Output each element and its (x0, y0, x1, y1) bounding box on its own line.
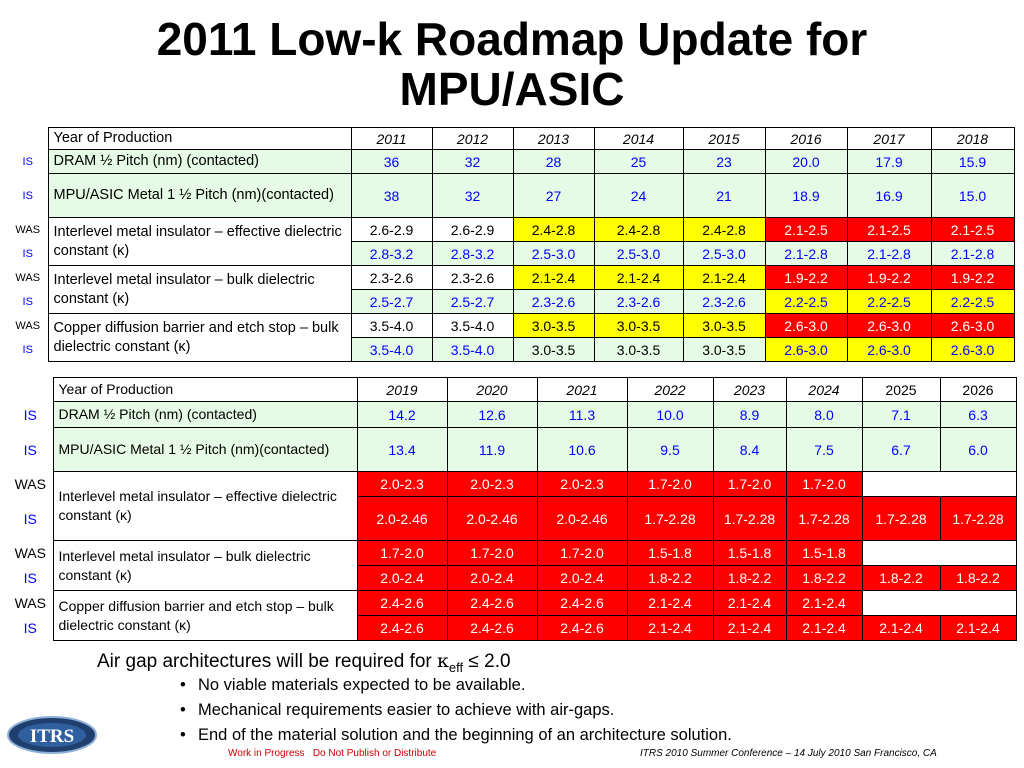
footer-conference: ITRS 2010 Summer Conference – 14 July 2010 San Francisco, CA (640, 748, 937, 759)
value-cell: 2.2-2.5 (847, 290, 931, 314)
is-tag: IS (8, 497, 53, 541)
value-cell: 1.8-2.2 (713, 566, 786, 591)
year-cell: 2025 (862, 378, 940, 402)
year-cell: 2026 (940, 378, 1016, 402)
value-cell: 2.1-2.4 (513, 266, 594, 290)
value-cell: 11.3 (537, 402, 627, 428)
value-cell: 3.5-4.0 (351, 338, 432, 362)
value-cell: 2.1-2.5 (847, 218, 931, 242)
value-cell: 1.5-1.8 (786, 541, 862, 566)
page-title (0, 14, 1024, 114)
value-cell: 2.3-2.6 (513, 290, 594, 314)
value-cell: 2.4-2.8 (513, 218, 594, 242)
value-cell: 11.9 (447, 428, 537, 472)
value-cell: 23 (683, 150, 765, 174)
value-cell: 3.5-4.0 (351, 314, 432, 338)
year-header: Year of Production (48, 128, 351, 150)
value-cell: 2.4-2.8 (594, 218, 683, 242)
empty-cell (862, 472, 1016, 497)
value-cell: 2.6-2.9 (432, 218, 513, 242)
value-cell: 10.0 (627, 402, 713, 428)
title-line-1: 2011 Low-k Roadmap Update for (156, 13, 868, 65)
value-cell: 2.2-2.5 (765, 290, 847, 314)
value-cell: 12.6 (447, 402, 537, 428)
value-cell: 13.4 (357, 428, 447, 472)
value-cell: 7.5 (786, 428, 862, 472)
value-cell: 2.1-2.4 (594, 266, 683, 290)
dram-row (8, 150, 1014, 174)
year-cell: 2013 (513, 128, 594, 150)
year-cell: 2016 (765, 128, 847, 150)
value-cell: 1.7-2.0 (627, 472, 713, 497)
value-cell: 16.9 (847, 174, 931, 218)
value-cell: 1.8-2.2 (786, 566, 862, 591)
year-cell: 2011 (351, 128, 432, 150)
value-cell: 25 (594, 150, 683, 174)
mpu-row (8, 428, 1016, 472)
value-cell: 6.0 (940, 428, 1016, 472)
is-tag: IS (8, 566, 53, 591)
value-cell: 24 (594, 174, 683, 218)
is-tag: IS (8, 338, 48, 362)
value-cell: 1.9-2.2 (931, 266, 1014, 290)
value-cell: 9.5 (627, 428, 713, 472)
value-cell: 1.7-2.0 (713, 472, 786, 497)
value-cell: 2.1-2.4 (786, 591, 862, 616)
value-cell: 2.6-3.0 (847, 314, 931, 338)
year-cell: 2024 (786, 378, 862, 402)
is-tag: IS (8, 242, 48, 266)
bullet-item: • Mechanical requirements easier to achieve with air-gaps. (180, 701, 615, 719)
value-cell: 15.0 (931, 174, 1014, 218)
value-cell: 3.0-3.5 (513, 314, 594, 338)
value-cell: 3.0-3.5 (594, 314, 683, 338)
effective-k-was-row (8, 472, 1016, 497)
value-cell: 6.7 (862, 428, 940, 472)
value-cell: 18.9 (765, 174, 847, 218)
value-cell: 2.8-3.2 (432, 242, 513, 266)
value-cell: 3.0-3.5 (513, 338, 594, 362)
value-cell: 3.0-3.5 (594, 338, 683, 362)
value-cell: 2.4-2.6 (447, 591, 537, 616)
logo-text: ITRS (29, 726, 75, 747)
is-tag: IS (8, 174, 48, 218)
value-cell: 2.4-2.8 (683, 218, 765, 242)
bullet-item: • End of the material solution and the beginning of an architecture solution. (180, 726, 732, 744)
was-tag: WAS (8, 218, 48, 242)
value-cell: 2.6-2.9 (351, 218, 432, 242)
value-cell: 28 (513, 150, 594, 174)
bulk-k-was-row (8, 541, 1016, 566)
value-cell: 2.6-3.0 (765, 314, 847, 338)
value-cell: 2.1-2.8 (765, 242, 847, 266)
value-cell: 8.9 (713, 402, 786, 428)
bulk-k-was-row (8, 266, 1014, 290)
value-cell: 1.7-2.28 (627, 497, 713, 541)
row-label: Copper diffusion barrier and etch stop – bulk dielectric constant (κ) (48, 314, 351, 362)
value-cell: 2.1-2.5 (931, 218, 1014, 242)
year-header: Year of Production (53, 378, 357, 402)
barrier-k-was-row (8, 591, 1016, 616)
value-cell: 1.8-2.2 (940, 566, 1016, 591)
bullet-item: • No viable materials expected to be available. (180, 676, 526, 694)
was-tag: WAS (8, 591, 53, 616)
value-cell: 1.7-2.0 (786, 472, 862, 497)
value-cell: 1.9-2.2 (847, 266, 931, 290)
value-cell: 1.7-2.28 (786, 497, 862, 541)
row-label: DRAM ½ Pitch (nm) (contacted) (48, 150, 351, 174)
value-cell: 1.7-2.0 (537, 541, 627, 566)
empty-cell (862, 541, 1016, 566)
value-cell: 1.5-1.8 (713, 541, 786, 566)
header-row (8, 128, 1014, 150)
row-label: MPU/ASIC Metal 1 ½ Pitch (nm)(contacted) (48, 174, 351, 218)
value-cell: 2.3-2.6 (351, 266, 432, 290)
value-cell: 8.4 (713, 428, 786, 472)
year-cell: 2018 (931, 128, 1014, 150)
value-cell: 8.0 (786, 402, 862, 428)
value-cell: 2.6-3.0 (931, 338, 1014, 362)
year-cell: 2020 (447, 378, 537, 402)
row-label: Interlevel metal insulator – bulk dielectric constant (κ) (53, 541, 357, 591)
value-cell: 2.1-2.4 (627, 591, 713, 616)
value-cell: 2.4-2.6 (357, 616, 447, 641)
dram-row (8, 402, 1016, 428)
is-tag: IS (8, 428, 53, 472)
value-cell: 3.0-3.5 (683, 314, 765, 338)
value-cell: 2.1-2.4 (627, 616, 713, 641)
value-cell: 2.4-2.6 (357, 591, 447, 616)
is-tag: IS (8, 402, 53, 428)
value-cell: 2.1-2.4 (940, 616, 1016, 641)
was-tag: WAS (8, 541, 53, 566)
value-cell: 1.8-2.2 (627, 566, 713, 591)
value-cell: 14.2 (357, 402, 447, 428)
value-cell: 1.5-1.8 (627, 541, 713, 566)
row-label: Interlevel metal insulator – bulk dielectric constant (κ) (48, 266, 351, 314)
value-cell: 3.5-4.0 (432, 314, 513, 338)
is-tag: IS (8, 150, 48, 174)
value-cell: 38 (351, 174, 432, 218)
year-cell: 2022 (627, 378, 713, 402)
value-cell: 2.0-2.3 (537, 472, 627, 497)
value-cell: 2.1-2.8 (931, 242, 1014, 266)
value-cell: 1.7-2.0 (447, 541, 537, 566)
value-cell: 2.1-2.5 (765, 218, 847, 242)
value-cell: 32 (432, 150, 513, 174)
value-cell: 6.3 (940, 402, 1016, 428)
year-cell: 2014 (594, 128, 683, 150)
value-cell: 10.6 (537, 428, 627, 472)
row-label: Interlevel metal insulator – effective dielectric constant (κ) (48, 218, 351, 266)
kappa-symbol: κ (437, 650, 449, 672)
value-cell: 1.7-2.28 (940, 497, 1016, 541)
empty-cell (862, 591, 1016, 616)
value-cell: 2.0-2.3 (447, 472, 537, 497)
value-cell: 1.9-2.2 (765, 266, 847, 290)
value-cell: 2.0-2.3 (357, 472, 447, 497)
value-cell: 32 (432, 174, 513, 218)
row-label: Copper diffusion barrier and etch stop – bulk dielectric constant (κ) (53, 591, 357, 641)
value-cell: 36 (351, 150, 432, 174)
value-cell: 2.6-3.0 (847, 338, 931, 362)
value-cell: 2.0-2.4 (537, 566, 627, 591)
year-cell: 2017 (847, 128, 931, 150)
was-tag: WAS (8, 472, 53, 497)
value-cell: 3.5-4.0 (432, 338, 513, 362)
value-cell: 21 (683, 174, 765, 218)
value-cell: 2.0-2.46 (357, 497, 447, 541)
value-cell: 2.5-3.0 (513, 242, 594, 266)
value-cell: 2.0-2.4 (447, 566, 537, 591)
value-cell: 27 (513, 174, 594, 218)
value-cell: 2.0-2.4 (357, 566, 447, 591)
value-cell: 2.5-3.0 (683, 242, 765, 266)
value-cell: 2.0-2.46 (447, 497, 537, 541)
value-cell: 2.4-2.6 (537, 591, 627, 616)
barrier-k-was-row (8, 314, 1014, 338)
row-label: DRAM ½ Pitch (nm) (contacted) (53, 402, 357, 428)
value-cell: 1.7-2.28 (862, 497, 940, 541)
title-line-2: MPU/ASIC (399, 63, 625, 115)
roadmap-table-2019-2026 (8, 377, 1017, 641)
value-cell: 2.2-2.5 (931, 290, 1014, 314)
value-cell: 15.9 (931, 150, 1014, 174)
value-cell: 2.0-2.46 (537, 497, 627, 541)
value-cell: 20.0 (765, 150, 847, 174)
value-cell: 2.1-2.8 (847, 242, 931, 266)
value-cell: 2.5-3.0 (594, 242, 683, 266)
year-cell: 2023 (713, 378, 786, 402)
value-cell: 2.1-2.4 (862, 616, 940, 641)
was-tag: WAS (8, 266, 48, 290)
row-label: MPU/ASIC Metal 1 ½ Pitch (nm)(contacted) (53, 428, 357, 472)
value-cell: 17.9 (847, 150, 931, 174)
value-cell: 2.1-2.4 (713, 591, 786, 616)
value-cell: 2.1-2.4 (786, 616, 862, 641)
value-cell: 3.0-3.5 (683, 338, 765, 362)
value-cell: 2.8-3.2 (351, 242, 432, 266)
year-cell: 2015 (683, 128, 765, 150)
value-cell: 2.3-2.6 (683, 290, 765, 314)
value-cell: 2.4-2.6 (447, 616, 537, 641)
value-cell: 2.4-2.6 (537, 616, 627, 641)
value-cell: 7.1 (862, 402, 940, 428)
value-cell: 1.7-2.28 (713, 497, 786, 541)
value-cell: 2.3-2.6 (432, 266, 513, 290)
value-cell: 2.6-3.0 (931, 314, 1014, 338)
value-cell: 2.6-3.0 (765, 338, 847, 362)
year-cell: 2021 (537, 378, 627, 402)
value-cell: 2.5-2.7 (432, 290, 513, 314)
was-tag: WAS (8, 314, 48, 338)
year-cell: 2012 (432, 128, 513, 150)
value-cell: 1.8-2.2 (862, 566, 940, 591)
value-cell: 2.1-2.4 (683, 266, 765, 290)
value-cell: 2.5-2.7 (351, 290, 432, 314)
header-row (8, 378, 1016, 402)
effective-k-was-row (8, 218, 1014, 242)
row-label: Interlevel metal insulator – effective dielectric constant (κ) (53, 472, 357, 541)
is-tag: IS (8, 290, 48, 314)
eff-subscript: eff (448, 659, 464, 675)
value-cell: 2.1-2.4 (713, 616, 786, 641)
value-cell: 1.7-2.0 (357, 541, 447, 566)
roadmap-table-2011-2018 (8, 127, 1015, 362)
itrs-logo (6, 715, 98, 755)
value-cell: 2.3-2.6 (594, 290, 683, 314)
year-cell: 2019 (357, 378, 447, 402)
is-tag: IS (8, 616, 53, 641)
air-gap-note: Air gap architectures will be required for $\kappa_{eff} \le 2.0$ (97, 650, 511, 675)
mpu-row (8, 174, 1014, 218)
footer-disclaimer: Work in Progress Do Not Publish or Distribute (228, 748, 437, 759)
